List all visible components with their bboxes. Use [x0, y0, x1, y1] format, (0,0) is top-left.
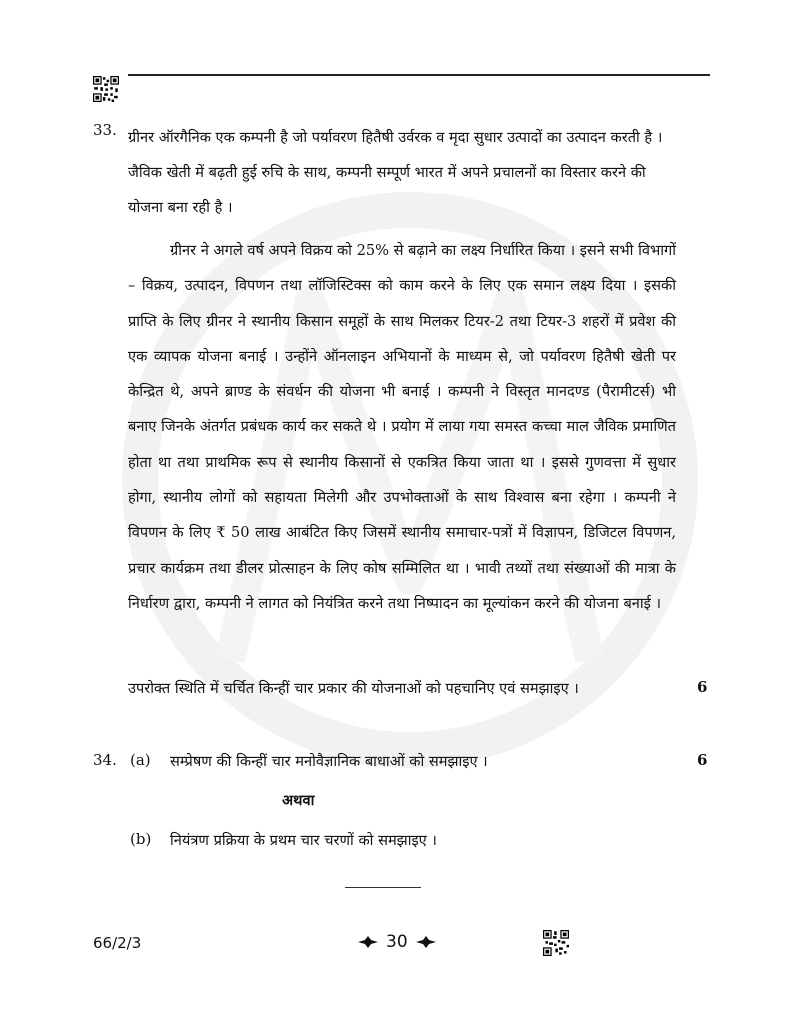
- end-rule: [345, 887, 421, 888]
- sub-question-text: नियंत्रण प्रक्रिया के प्रथम चार चरणों को समझाइए ।: [170, 832, 437, 849]
- or-separator: अथवा: [282, 792, 315, 809]
- header-rule: [128, 74, 710, 76]
- question-number: 33.: [93, 121, 117, 139]
- question-prompt: उपरोक्त स्थिति में चर्चित किन्हीं चार प्रकार की योजनाओं को पहचानिए एवं समझाइए ।: [128, 680, 579, 697]
- qr-code-icon: [93, 76, 119, 102]
- question-number: 34.: [93, 751, 117, 769]
- paper-code: 66/2/3: [93, 934, 142, 952]
- sub-question-label: (b): [130, 830, 152, 848]
- page-number-text: 30: [386, 932, 408, 952]
- star-ornament-icon: [358, 936, 378, 948]
- case-study-paragraph: ग्रीनर ने अगले वर्ष अपने विक्रय को 25% से बढ़ाने का लक्ष्य निर्धारित किया । इसने सभी विभागों – विक्रय, उत्पादन, विपणन तथा लॉजिस्टिक्स को काम करने के लिए एक समान लक्ष्य दिया । इसकी प्राप्ति के लिए ग्रीनर ने स्थानीय किसान समूहों के साथ मिलकर टियर-2 तथा टियर-3 शहरों में प्रवेश की एक व्यापक योजना बनाई । उन्होंने ऑनलाइन अभियानों के माध्यम से, जो पर्यावरण हितैषी खेती पर केन्द्रित थे, अपने ब्राण्ड के संवर्धन की योजना भी बनाई । कम्पनी ने विस्तृत मानदण्ड (पैरामीटर्स) भी बनाए जिनके अंतर्गत प्रबंधक कार्य कर सकते थे । प्रयोग में लाया गया समस्त कच्चा माल जैविक प्रमाणित होता था तथा प्राथमिक रूप से स्थानीय किसानों से एकत्रित किया जाता था । इससे गुणवत्ता में सुधार होगा, स्थानीय लोगों को सहायता मिलेगी और उपभोक्ताओं के साथ विश्वास बना रहेगा । कम्पनी ने विपणन के लिए ₹ 50 लाख आबंटित किए जिसमें स्थानीय समाचार-पत्रों में विज्ञापन, डिजिटल विपणन, प्रचार कार्यक्रम तथा डीलर प्रोत्साहन के लिए कोष सम्मिलित था । भावी तथ्यों तथा संख्याओं की मात्रा के निर्धारण द्वारा, कम्पनी ने लागत को नियंत्रित करने तथा निष्पादन का मूल्यांकन करने की योजना बनाई ।: [128, 242, 676, 612]
- star-ornament-icon: [416, 936, 436, 948]
- sub-question-label: (a): [130, 751, 151, 769]
- sub-question-text: सम्प्रेषण की किन्हीं चार मनोवैज्ञानिक बाधाओं को समझाइए ।: [170, 753, 488, 770]
- question-intro: ग्रीनर ऑरगैनिक एक कम्पनी है जो पर्यावरण हितैषी उर्वरक व मृदा सुधार उत्पादों का उत्पादन करती है । जैविक खेती में बढ़ती हुई रुचि के साथ, कम्पनी सम्पूर्ण भारत में अपने प्रचालनों का विस्तार करने की योजना बना रही है ।: [128, 129, 663, 216]
- qr-code-icon: [543, 930, 569, 956]
- marks-label: 6: [697, 678, 708, 696]
- page-number: [358, 932, 436, 952]
- marks-label: 6: [697, 751, 708, 769]
